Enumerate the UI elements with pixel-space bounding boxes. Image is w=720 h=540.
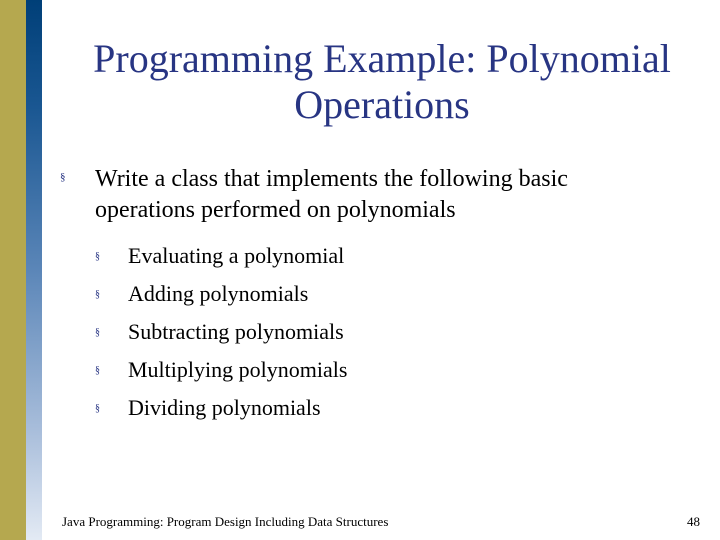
bullet-icon: § — [95, 289, 100, 300]
slide-title-line-1: Programming Example: Polynomial — [93, 36, 671, 81]
page-number: 48 — [687, 514, 700, 529]
sub-bullet-text: Evaluating a polynomial — [128, 243, 345, 268]
slide-title-line-2: Operations — [294, 82, 470, 127]
sub-bullet-item — [95, 275, 685, 313]
bullet-icon: § — [95, 365, 100, 376]
left-decorative-bar — [0, 0, 26, 540]
sub-bullet-text: Adding polynomials — [128, 281, 309, 306]
bullet-icon: § — [95, 327, 100, 338]
main-bullet-text-line-2: operations performed on polynomials — [95, 197, 456, 223]
main-bullet-text-line-1: Write a class that implements the following basic — [95, 166, 568, 192]
main-bullet-item — [60, 164, 685, 427]
sub-bullet-item — [95, 389, 685, 427]
sub-bullet-item — [95, 313, 685, 351]
blue-gradient-band — [26, 0, 42, 540]
sub-bullet-text: Multiplying polynomials — [128, 357, 348, 382]
sub-bullet-text: Subtracting polynomials — [128, 319, 344, 344]
bullet-icon: § — [95, 403, 100, 414]
sub-bullet-item — [95, 351, 685, 389]
sub-bullet-item — [95, 237, 685, 275]
slide-title — [44, 36, 720, 128]
bullet-icon: § — [60, 171, 66, 183]
sub-bullet-list — [95, 237, 685, 427]
bullet-icon: § — [95, 251, 100, 262]
footer-text: Java Programming: Program Design Including Data Structures — [62, 514, 389, 529]
sub-bullet-text: Dividing polynomials — [128, 395, 321, 420]
bullet-list — [60, 164, 685, 427]
